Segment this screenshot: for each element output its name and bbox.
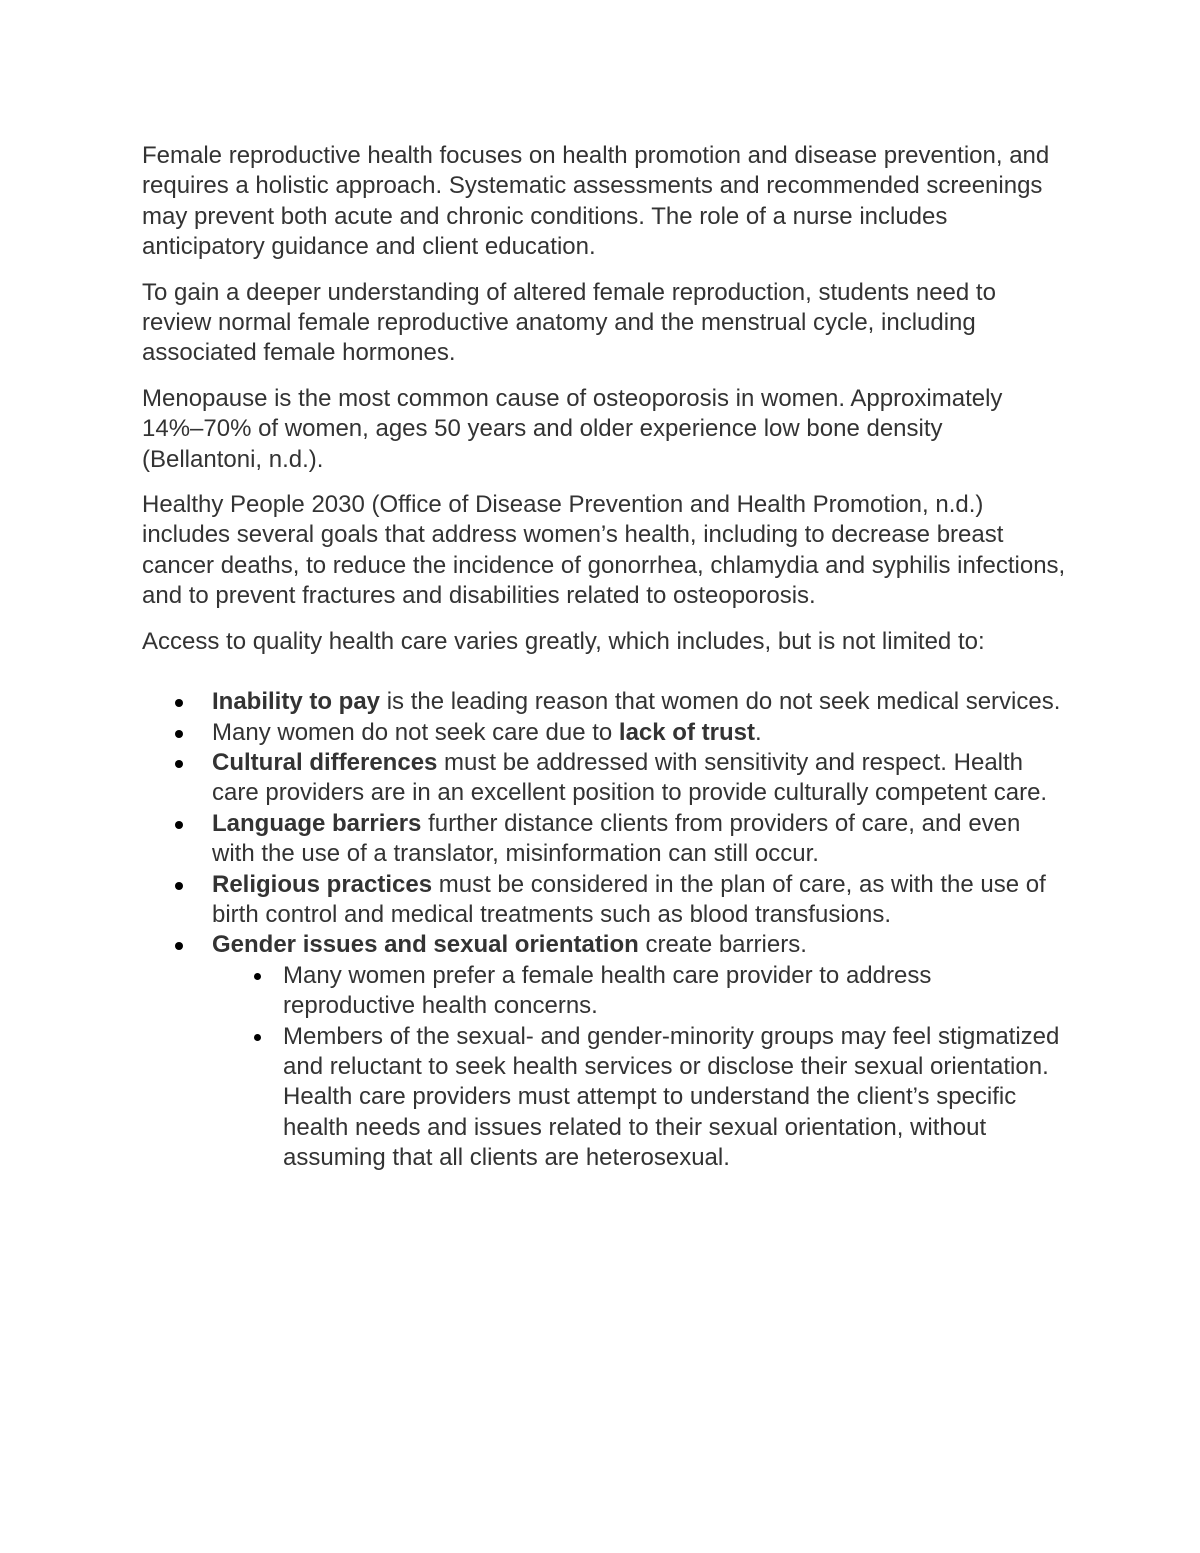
list-item-gender-issues: [212, 930, 1067, 1173]
list-item-cultural-differences: [212, 748, 1067, 809]
list-item-text: Many women do not seek care due to: [212, 718, 619, 746]
paragraph-understanding: To gain a deeper understanding of altered female reproduction, students need to review normal female reproductive anatomy and the menstrual cycle, including associated female hormones.: [142, 278, 996, 367]
list-item-language-barriers: [212, 809, 1067, 870]
list-item-emphasis: Inability to pay: [212, 688, 381, 716]
list-item-emphasis: lack of trust: [618, 718, 755, 746]
list-item-religious-practices: [212, 870, 1067, 931]
gender-issues-sublist: [212, 961, 1067, 1174]
list-item-lack-of-trust: [212, 718, 1067, 748]
list-item-text: create barriers.: [638, 931, 807, 959]
list-item-inability-to-pay: [212, 687, 1067, 717]
list-item-text: must be addressed with sensitivity and respect. Health care providers are in an excellent position to provide culturally competent care.: [212, 748, 1048, 807]
list-item-emphasis: Language barriers: [212, 809, 422, 837]
document-body: [142, 141, 1067, 1174]
paragraph-healthy-people: Healthy People 2030 (Office of Disease Prevention and Health Promotion, n.d.) includes several goals that address women’s health, including to decrease breast cancer deaths, to reduce the incidence of gonorrhea, chlamydia and syphilis infections, and to prevent fractures and disabilities related to osteoporosis.: [142, 491, 1066, 610]
list-item-emphasis: Religious practices: [212, 870, 433, 898]
barriers-list: [142, 687, 1067, 1174]
list-item-emphasis: Cultural differences: [212, 748, 438, 776]
list-item-text: is the leading reason that women do not seek medical services.: [380, 688, 1061, 716]
list-item-text: .: [754, 718, 762, 746]
list-item-text: must be considered in the plan of care, as with the use of birth control and medical treatments such as blood transfusions.: [212, 870, 1046, 928]
paragraph-intro: Female reproductive health focuses on health promotion and disease prevention, and requires a holistic approach. Systematic assessments and recommended screenings may prevent both acute and chronic conditions. The role of a nurse includes anticipatory guidance and client education.: [142, 142, 1050, 261]
list-item-emphasis: Gender issues and sexual orientation: [212, 931, 639, 959]
sublist-item-minority-groups: Members of the sexual- and gender-minority groups may feel stigmatized and reluctant to seek health services or disclose their sexual orientation. Health care providers must attempt to understand the client’s specific health needs and issues related to their sexual orientation, without assuming that all clients are heterosexual.: [283, 1022, 1067, 1174]
sublist-item-female-provider: Many women prefer a female health care provider to address reproductive health concerns.: [283, 961, 1067, 1022]
paragraph-access: Access to quality health care varies greatly, which includes, but is not limited to:: [142, 627, 985, 655]
paragraph-menopause: Menopause is the most common cause of osteoporosis in women. Approximately 14%–70% of women, ages 50 years and older experience low bone density (Bellantoni, n.d.).: [142, 384, 1003, 473]
list-item-text: further distance clients from providers of care, and even with the use of a translator, misinformation can still occur.: [212, 809, 1021, 868]
